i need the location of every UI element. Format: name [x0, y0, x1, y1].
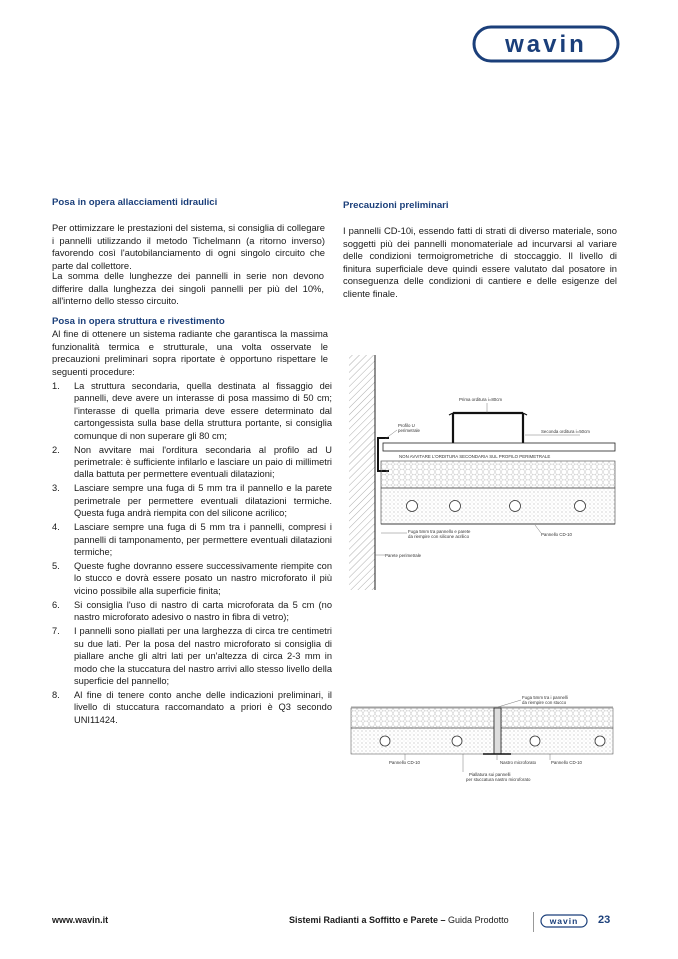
procedure-list	[52, 380, 332, 728]
label-profilo-u: Profilo U	[398, 423, 415, 428]
primary-profile	[453, 413, 523, 443]
list-item: 4. Lasciare sempre una fuga di 5 mm tra i pannelli, compresi i pannelli di tamponamento, per permettere eventuali dilatazioni termiche;	[52, 522, 332, 558]
footer-title	[289, 915, 509, 925]
footer-divider	[533, 912, 534, 932]
footer-wavin-logo	[540, 914, 588, 928]
list-item: 3. Lasciare sempre una fuga di 5 mm tra il pannello e la parete perimetrale per permettere eventuali dilatazioni termiche. Questa fuga andrà riempita con del silicone acrilico;	[52, 483, 332, 519]
wavin-logo	[471, 24, 621, 64]
pipe	[595, 736, 605, 746]
wall-hatch	[349, 355, 375, 590]
left-panel-board	[351, 728, 494, 754]
label-fuga-1: Fuga 5mm tra pannello e parete	[408, 529, 471, 534]
diagram-perimetral-section	[345, 355, 625, 590]
pipe	[450, 501, 461, 512]
footer-title-rest: Guida Prodotto	[445, 915, 509, 925]
footer-url[interactable]: www.wavin.it	[52, 915, 109, 925]
paragraph-precauzioni: I pannelli CD-10i, essendo fatti di strati di diverso materiale, sono soggetti più dei pannelli monomateriale ad incurvarsi al variare delle condizioni termoigrometriche di stoccaggio. Il livello di finitura superficiale deve quindi essere valutato dal posatore in conseguenza delle condizioni di cantiere e delle esigenze del cliente finale.	[343, 225, 617, 299]
label-profilo-u2: perimetrale	[398, 428, 420, 433]
pipe	[380, 736, 390, 746]
list-item: 6. Si consiglia l'uso di nastro di carta microforata da 5 cm (no nastro microforato adesivo o nastro in fibra di vetro);	[52, 599, 332, 623]
label-parete: Parete perimetrale	[385, 553, 422, 558]
logo-text: wavin	[505, 31, 587, 58]
list-item: 1. La struttura secondaria, quella destinata al fissaggio dei pannelli, deve avere un interasse di posa massimo di 50 cm; l'interasse di quella primaria deve essere determinato dal cartongessista sulla base della struttura portante, si consiglia comunque di non superare gli 80 cm;	[52, 381, 332, 441]
label-piallatura-2: per stuccatura nastro microforato	[466, 777, 531, 782]
paragraph-allacciamenti-1: Per ottimizzare le prestazioni del sistema, si consiglia di collegare i pannelli utilizzando il metodo Tichelmann (a ritorno inverso) favorendo così l'autobilanciamento di ogni singolo circuito che parte dal collettore.	[52, 222, 325, 271]
list-item: 2. Non avvitare mai l'orditura secondaria al profilo ad U perimetrale: è sufficiente infilarlo e lasciare un paio di millimetri dalla battuta per permettere eventuali dilatazioni;	[52, 444, 332, 480]
label-fuga-joint-2: da riempire con stucco	[522, 700, 567, 705]
page-number: 23	[598, 914, 611, 926]
pipe	[452, 736, 462, 746]
label-primaria: Prima orditura i=80cm	[459, 397, 503, 402]
right-panel-cells	[501, 708, 613, 728]
heading-precauzioni: Precauzioni preliminari	[343, 200, 449, 211]
label-fuga-2: da riempire con silicone acrilico	[408, 534, 470, 539]
label-pannello-right: Pannello CD-10	[551, 760, 582, 765]
list-item: 7. I pannelli sono piallati per una larghezza di circa tre centimetri su due lati. Per la posa del nastro microforato si consiglia di piallare anche gli altri lati per un'altezza di circa 2-3 mm in modo che la stuccatura del nastro arrivi allo stesso livello della superficie del pannello;	[52, 626, 332, 686]
label-pannello: Pannello CD-10	[541, 532, 572, 537]
label-piallatura-1: Piallatura sui pannelli	[469, 772, 511, 777]
heading-allacciamenti: Posa in opera allacciamenti idraulici	[52, 197, 218, 208]
pipe	[407, 501, 418, 512]
pipe	[530, 736, 540, 746]
joint-filler	[494, 708, 501, 754]
list-item: 8. Al fine di tenere conto anche delle indicazioni preliminari, il livello di stuccatura raccomandato a priori è Q3 secondo UNI11424.	[52, 689, 332, 725]
secondary-batten	[383, 443, 615, 451]
label-secondaria: Seconda orditura i=50cm	[541, 429, 590, 434]
panel-cells	[381, 461, 615, 488]
footer-title-bold: Sistemi Radianti a Soffitto e Parete –	[289, 915, 446, 925]
label-pannello-left: Pannello CD-10	[389, 760, 420, 765]
heading-struttura: Posa in opera struttura e rivestimento	[52, 316, 225, 327]
label-non-avvitare: NON AVVITARE L'ORDITURA SECONDARIA SUL PROFILO PERIMETRALE	[399, 454, 551, 459]
pipe	[575, 501, 586, 512]
left-panel-cells	[351, 708, 494, 728]
diagram-panel-joint	[345, 690, 625, 790]
list-item: 5. Queste fughe dovranno essere successivamente riempite con lo stucco e dovrà essere posato un nastro microforato il più vicino possibile alla superficie finita;	[52, 561, 332, 596]
paragraph-struttura-intro: Al fine di ottenere un sistema radiante che garantisca la massima funzionalità termica e strutturale, una volta osservate le precauzioni preliminari sopra riportate è opportuno rispettare le seguenti procedure:	[52, 328, 328, 377]
label-nastro: Nastro microforato	[500, 760, 537, 765]
footer-logo-text: wavin	[549, 916, 579, 927]
paragraph-allacciamenti-2: La somma delle lunghezze dei pannelli in serie non devono differire dalla lunghezza dei singoli pannelli per più del 10%, all'interno dello stesso circuito.	[52, 270, 324, 307]
pipe	[510, 501, 521, 512]
label-fuga-joint-1: Fuga 5mm tra i pannelli	[522, 695, 568, 700]
